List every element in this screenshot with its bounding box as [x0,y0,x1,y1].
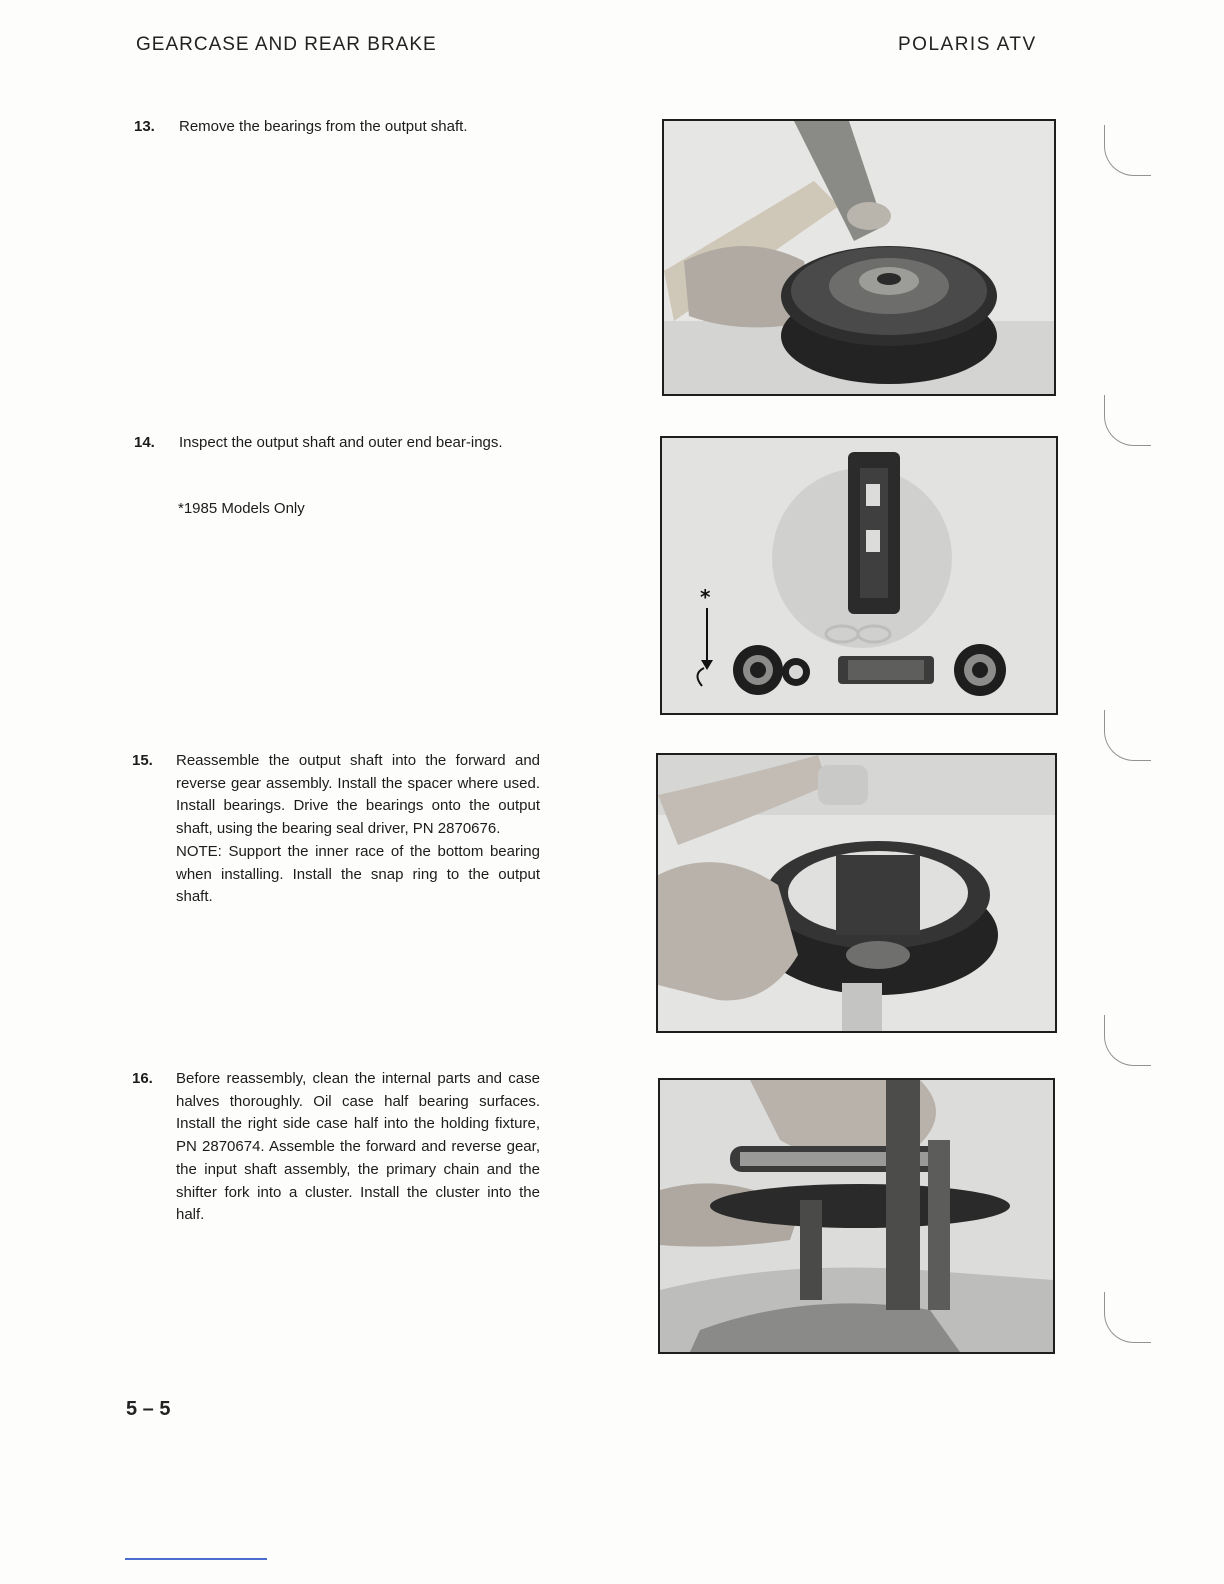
step-15 [132,750,552,940]
gear-bearing-removal-image [664,121,1054,394]
step-number: 14. [134,434,155,451]
step-note: NOTE: Support the inner race of the bottom bearing when installing. Install the snap ring to the output shaft. [176,842,540,906]
step-16-photo [658,1078,1055,1354]
step-text: Reassemble the output shaft into the forward and reverse gear assembly. Install the spacer where used. Install bearings. Drive the bearings onto the output shaft, using the bearing seal driver, PN 2870676. [176,752,540,838]
binder-hole [1104,710,1151,761]
page-number: 5 – 5 [126,1398,171,1420]
bearing-driver-image [658,755,1055,1031]
bottom-rule [125,1558,267,1560]
step-body [176,750,540,909]
step-14-photo [660,436,1058,715]
callout-asterisk: * [700,585,711,609]
binder-hole [1104,125,1151,176]
section-title: GEARCASE AND REAR BRAKE [136,34,437,55]
step-text: Remove the bearings from the output shaft. [179,118,468,135]
step-text: Inspect the output shaft and outer end bear-ings. [179,434,503,451]
step-14 [134,432,554,482]
shaft-bearings-layout-image [662,438,1056,713]
binder-hole [1104,1015,1151,1066]
step-13-photo [662,119,1056,396]
footnote: *1985 Models Only [178,500,305,517]
step-text: Before reassembly, clean the internal parts and case halves thoroughly. Oil case half bearing surfaces. Install the right side case half into the holding fixture, PN 2870674. Assemble the forward and reverse gear, the input shaft assembly, the primary chain and the shifter fork into a cluster. Install the cluster into the half. [176,1070,540,1224]
manual-title: POLARIS ATV [898,34,1037,55]
step-15-photo [656,753,1057,1033]
binder-hole [1104,395,1151,446]
step-16 [132,1068,552,1258]
step-number: 15. [132,752,153,769]
step-number: 13. [134,118,155,135]
step-number: 16. [132,1070,153,1087]
binder-hole [1104,1292,1151,1343]
step-13 [134,116,554,146]
cluster-installation-image [660,1080,1053,1352]
